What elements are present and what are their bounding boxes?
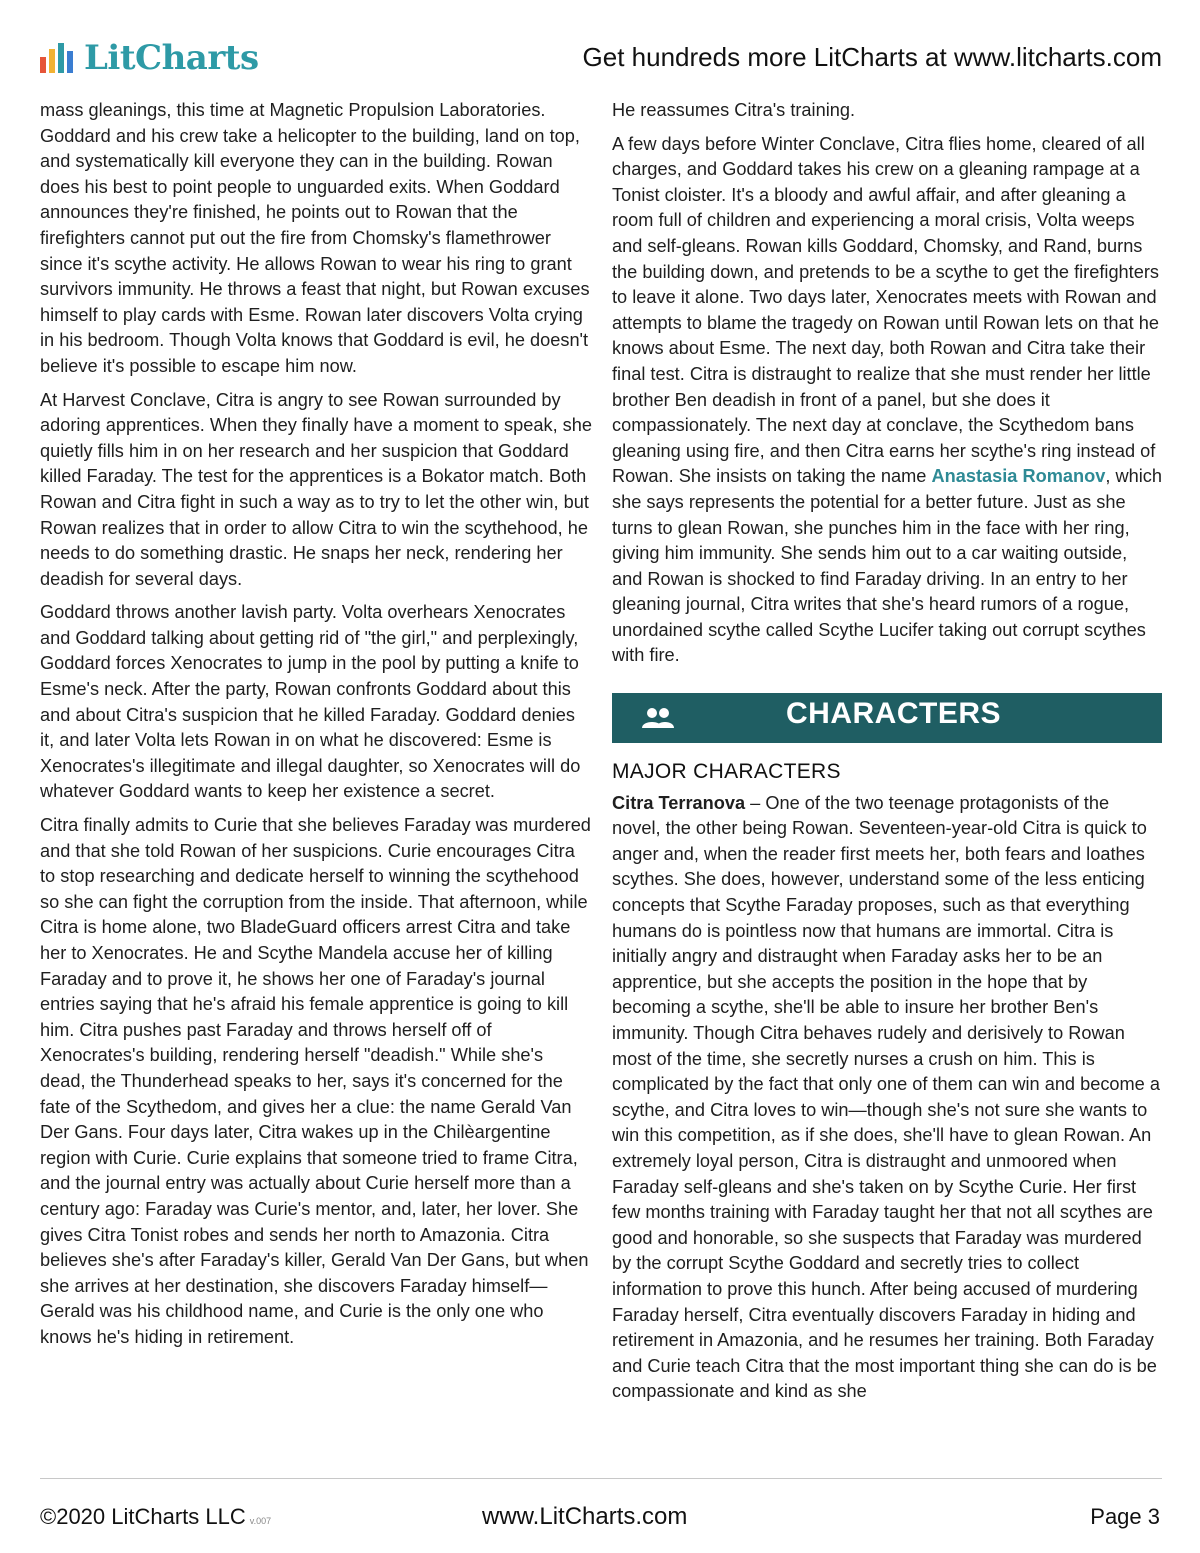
logo-text: LitCharts	[84, 38, 259, 78]
logo-bars-icon	[40, 43, 76, 73]
characters-title: CHARACTERS	[786, 697, 1001, 731]
footer-url[interactable]: www.LitCharts.com	[482, 1503, 688, 1530]
character-description: – One of the two teenage protagonists of the novel, the other being Rowan. Seventeen-year-old Citra is quick to anger and, when the reader first meets her, both fears and loathes scythes. She does, however, understand some of the less enticing concepts that Scythe Faraday proposes, such as that everything humans do is pointless now that humans are immortal. Citra is initially angry and distraught when Faraday asks her to be an apprentice, but she accepts the position in the hope that by becoming a scythe, she'll be able to insure her brother Ben's immunity. Though Citra behaves rudely and derisively to Rowan most of the time, she secretly nurses a crush on him. This is complicated by the fact that only one of them can win and become a scythe, and Citra loves to win—though she's not sure she wants to win this competition, as if she does, she'll have to glean Rowan. An extremely loyal person, Citra is distraught and unmoored when Faraday self-gleans and she's taken on by Scythe Curie. Her first few months training with Faraday taught her that not all scythes are good and honorable, so she suspects that Faraday was murdered by the corrupt Scythe Goddard and secretly tries to collect information to prove this hunch. After being accused of murdering Faraday herself, Citra eventually discovers Faraday in hiding and retirement in Amazonia, and he resumes her training. Both Faraday and Curie teach Citra that the most important thing she can do is be compassionate and kind as she	[612, 792, 1160, 1402]
summary-paragraph	[612, 132, 1162, 669]
character-entry	[612, 791, 1162, 1405]
summary-paragraph: At Harvest Conclave, Citra is angry to see Rowan surrounded by adoring apprentices. When they finally have a moment to speak, she quietly fills him in on her research and her suspicion that Goddard killed Faraday. The test for the apprentices is a Bokator match. Both Rowan and Citra fight in such a way as to try to let the other win, but Rowan realizes that in order to allow Citra to win the scythehood, he needs to do something drastic. He snaps her neck, rendering her deadish for several days.	[40, 389, 593, 589]
summary-text: A few days before Winter Conclave, Citra flies home, cleared of all charges, and Goddard takes his crew on a gleaning rampage at a Tonist cloister. It's a bloody and awful affair, and after gleaning a room full of children and experiencing a moral crisis, Volta weeps and self-gleans. Rowan kills Goddard, Chomsky, and Rand, burns the building down, and pretends to be a scythe to get the firefighters to leave it alone. Two days later, Xenocrates meets with Rowan and attempts to blame the tragedy on Rowan until Rowan lets on that he knows about Esme. The next day, both Rowan and Citra take their final test. Citra is distraught to realize that she must render her little brother Ben deadish in front of a panel, but she does it compassionately. The next day at conclave, the Scythedom bans gleaning using fire, and then Citra earns her scythe's ring instead of Rowan. She insists on taking the name	[612, 133, 1159, 487]
major-characters-heading: MAJOR CHARACTERS	[612, 760, 841, 784]
summary-paragraph: Citra finally admits to Curie that she believes Faraday was murdered and that she told Rowan of her suspicions. Curie encourages Citra to stop researching and dedicate herself to winning the scythehood so she can fight the corruption from the inside. That afternoon, while Citra is home alone, two BladeGuard officers arrest Citra and take her to Xenocrates. He and Scythe Mandela accuse her of killing Faraday and to prove it, he shows her one of Faraday's journal entries saying that he's afraid his female apprentice is going to kill him. Citra pushes past Faraday and throws herself off of Xenocrates's building, rendering herself "deadish." While she's dead, the Thunderhead speaks to her, says it's concerned for the fate of the Scythedom, and gives her a clue: the name Gerald Van Der Gans. Four days later, Citra wakes up in the Chilèargentine region with Curie. Curie explains that someone tried to frame Citra, and the journal entry was actually about Curie herself more than a century ago: Faraday was Curie's mentor, and, later, her lover. She gives Citra Tonist robes and sends her north to Amazonia. Citra believes she's after Faraday's killer, Gerald Van Der Gans, but when she arrives at her destination, she discovers Faraday himself—Gerald was his childhood name, and Curie is the only one who knows he's hiding in retirement.	[40, 815, 591, 1347]
people-icon	[638, 706, 678, 730]
footer-divider	[40, 1478, 1162, 1479]
footer-copyright	[40, 1504, 271, 1530]
page-number: Page 3	[1090, 1504, 1160, 1529]
character-name: Citra Terranova	[612, 792, 746, 813]
summary-paragraph: mass gleanings, this time at Magnetic Propulsion Laboratories. Goddard and his crew take a helicopter to the building, land on top, and systematically kill everyone they can in the building. Rowan does his best to point people to unguarded exits. When Goddard announces they're finished, he points out to Rowan that the firefighters cannot put out the fire from Chomsky's flamethrower since it's scythe activity. He allows Rowan to wear his ring to grant survivors immunity. He throws a feast that night, but Rowan excuses himself to play cards with Esme. Rowan later discovers Volta crying in his bedroom. Though Volta knows that Goddard is evil, he doesn't believe it's possible to escape him now.	[40, 100, 590, 376]
summary-text: , which she says represents the potential for a better future. Just as she turns to glean Rowan, she punches him in the face with her ring, giving him immunity. She sends him out to a car waiting outside, and Rowan is shocked to find Faraday driving. In an entry to her gleaning journal, Citra writes that she's heard rumors of a rogue, unordained scythe called Scythe Lucifer taking out corrupt scythes with fire.	[612, 466, 1162, 666]
header-tagline[interactable]: Get hundreds more LitCharts at www.litcharts.com	[582, 42, 1162, 72]
version-label: v.007	[249, 1516, 272, 1526]
page-header	[40, 36, 1162, 80]
summary-paragraph: He reassumes Citra's training.	[612, 100, 856, 120]
characters-banner	[612, 693, 1162, 743]
anastasia-romanov-link[interactable]: Anastasia Romanov	[931, 466, 1106, 487]
left-column	[40, 98, 592, 1359]
summary-paragraph: Goddard throws another lavish party. Volta overhears Xenocrates and Goddard talking about getting rid of "the girl," and perplexingly, Goddard forces Xenocrates to jump in the pool by putting a knife to Esme's neck. After the party, Rowan confronts Goddard about this and about Citra's suspicion that he killed Faraday. Goddard denies it, and later Volta lets Rowan in on what he discovered: Esme is Xenocrates's illegitimate and illegal daughter, so Xenocrates will do whatever Goddard wants to keep her existence a secret.	[40, 602, 581, 802]
copyright-text: ©2020 LitCharts LLC	[40, 1504, 246, 1529]
litcharts-logo[interactable]	[40, 38, 259, 78]
right-column	[612, 98, 1162, 1413]
